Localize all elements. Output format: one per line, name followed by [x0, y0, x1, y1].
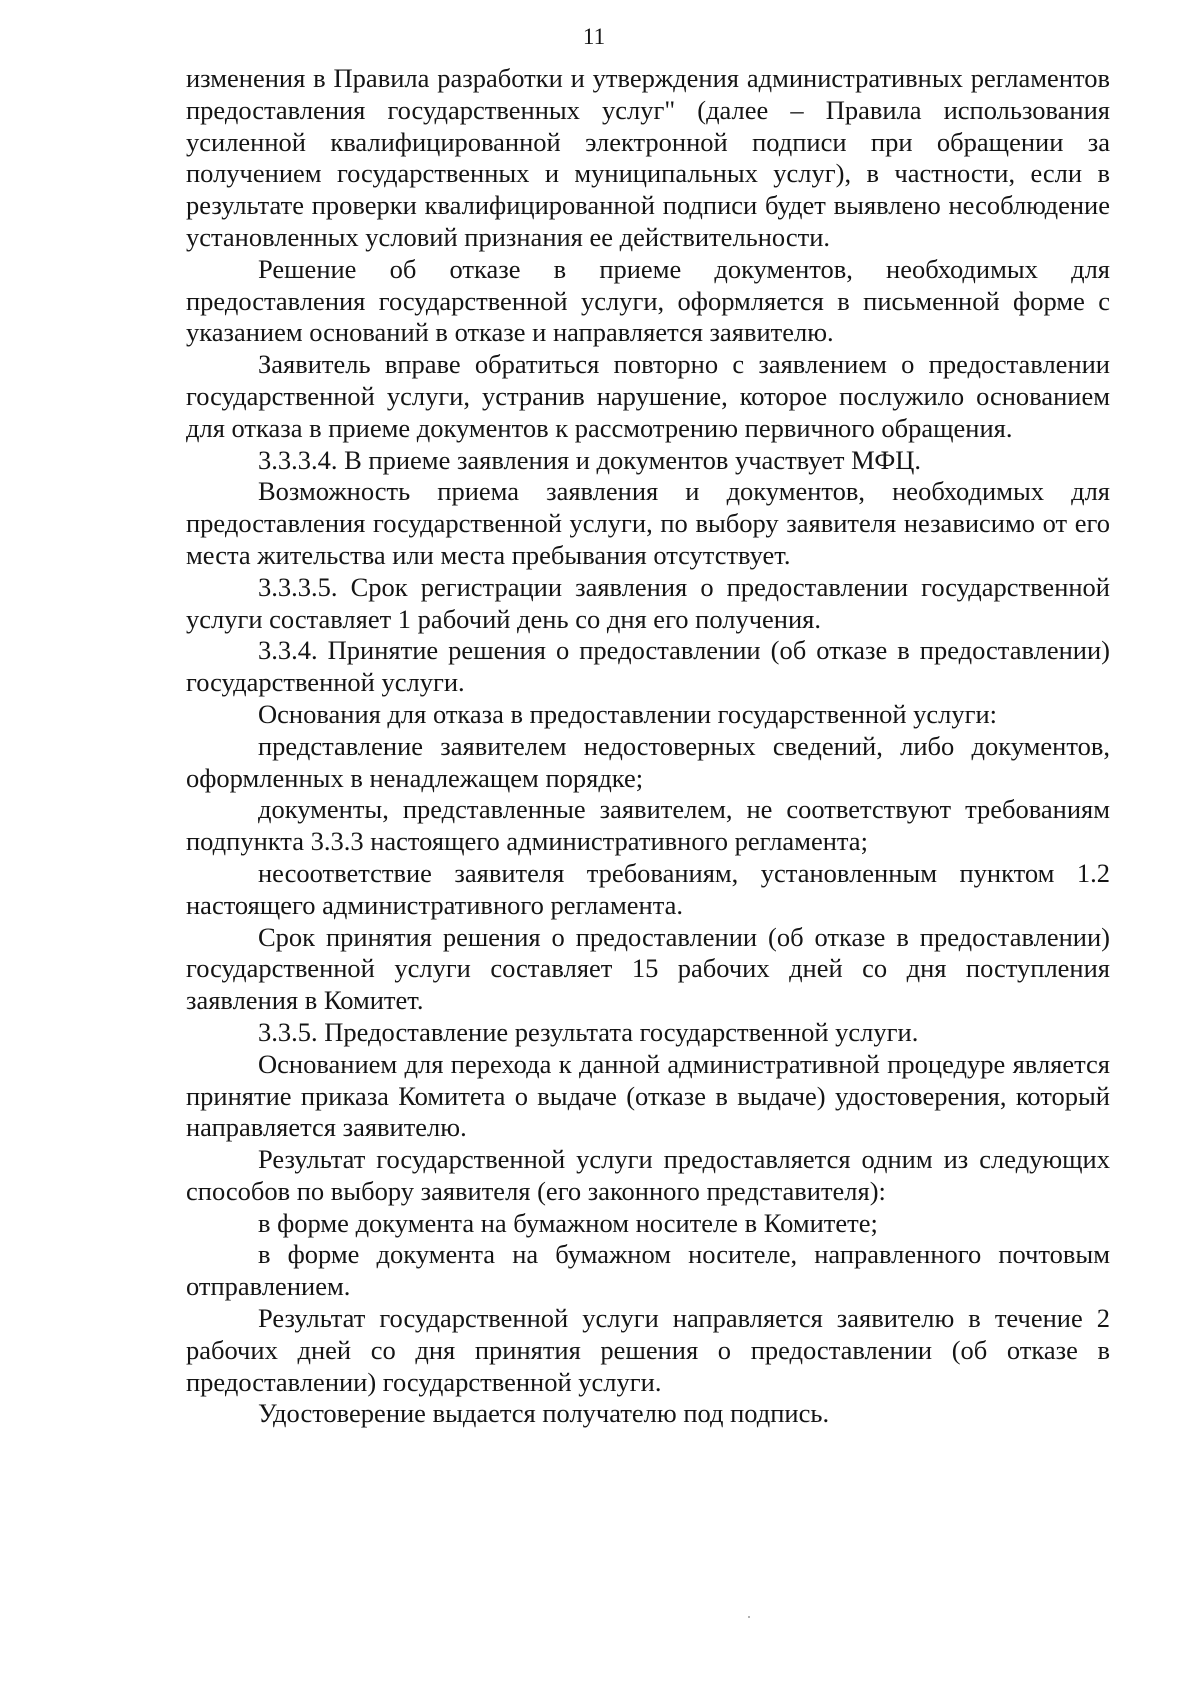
scan-speck — [748, 1616, 750, 1618]
paragraph-3-3-4: 3.3.4. Принятие решения о предоставлении (об отказе в предоставлении) государственной услуги. — [186, 635, 1110, 698]
paragraph-refusal-grounds: Основания для отказа в предоставлении государственной услуги: — [258, 698, 998, 729]
paragraph-result-methods: Результат государственной услуги предоставляется одним из следующих способов по выбору заявителя (его законного представителя): — [186, 1144, 1110, 1206]
paragraph-3-3-3-4: 3.3.3.4. В приеме заявления и документов участвует МФЦ. — [258, 444, 922, 475]
paragraph-3-3-5: 3.3.5. Предоставление результата государственной услуги. — [258, 1016, 919, 1047]
list-item-false-info: представление заявителем недостоверных сведений, либо документов, оформленных в ненадлежащем порядке; — [186, 730, 1110, 793]
paragraph-procedure-basis: Основанием для перехода к данной административной процедуре является принятие приказа Комитета о выдаче (отказе в выдаче) удостоверения, который направляется заявителю. — [186, 1048, 1110, 1143]
paragraph-continuation: изменения в Правила разработки и утверждения административных регламентов предоставления государственных услуг" (далее – Правила использования усиленной квалифицированной электронной подписи при обращении за получением государственных и муниципальных услуг), в частности, если в результате проверки квалифицированной подписи будет выявлено несоблюдение установленных условий признания ее действительности. — [186, 63, 1110, 252]
paragraph-3-3-3-5: 3.3.3.5. Срок регистрации заявления о предоставлении государственной услуги составляет 1 рабочий день со дня его получения. — [186, 571, 1110, 634]
paragraph-refusal-decision: Решение об отказе в приеме документов, необходимых для предоставления государственной услуги, оформляется в письменной форме с указанием оснований в отказе и направляется заявителю. — [186, 253, 1110, 348]
paragraph-repeat-application: Заявитель вправе обратиться повторно с заявлением о предоставлении государственной услуги, устранив нарушение, которое послужило основанием для отказа в приеме документов к рассмотрению первичного обращения. — [186, 349, 1110, 443]
document-body — [186, 63, 1110, 1430]
paragraph-decision-deadline: Срок принятия решения о предоставлении (об отказе в предоставлении) государственной услуги составляет 15 рабочих дней со дня поступления заявления в Комитет. — [186, 921, 1110, 1016]
list-item-paper-at-committee: в форме документа на бумажном носителе в Комитете; — [258, 1207, 878, 1238]
paragraph-certificate-issue: Удостоверение выдается получателю под подпись. — [258, 1398, 830, 1429]
page-number: 11 — [582, 24, 606, 49]
paragraph-result-deadline: Результат государственной услуги направляется заявителю в течение 2 рабочих дней со дня принятия решения о предоставлении (об отказе в предоставлении) государственной услуги. — [186, 1303, 1110, 1397]
list-item-paper-by-post: в форме документа на бумажном носителе, направленного почтовым отправлением. — [186, 1239, 1110, 1302]
list-item-nonconforming-docs: документы, представленные заявителем, не соответствуют требованиям подпункта 3.3.3 настоящего административного регламента; — [186, 794, 1110, 857]
list-item-applicant-mismatch: несоответствие заявителя требованиям, установленным пунктом 1.2 настоящего административного регламента. — [186, 857, 1110, 920]
paragraph-extraterritorial: Возможность приема заявления и документов, необходимых для предоставления государственной услуги, по выбору заявителя независимо от его места жительства или места пребывания отсутствует. — [186, 476, 1110, 570]
